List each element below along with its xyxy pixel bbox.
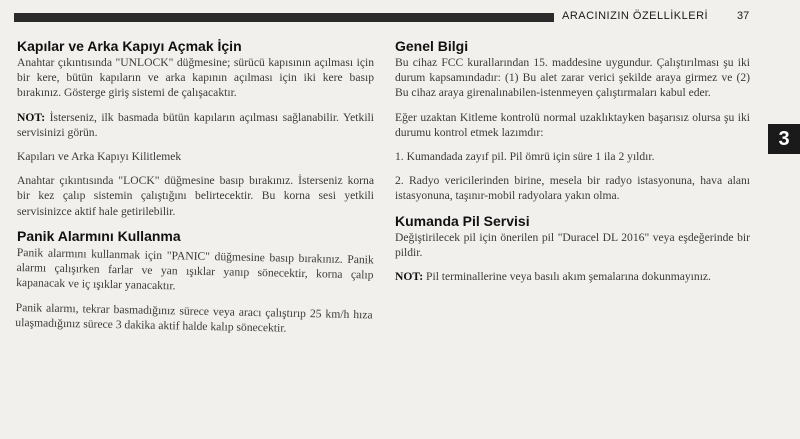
paragraph-check: Eğer uzaktan Kitleme kontrolü normal uzaklıktayken başarısız olursa şu iki durumu kontrol etmek lazımdır: bbox=[395, 110, 750, 139]
note-paragraph-battery bbox=[395, 269, 750, 284]
right-column bbox=[395, 38, 750, 293]
header-rule bbox=[14, 13, 554, 22]
section-heading-general: Genel Bilgi bbox=[395, 38, 469, 54]
note-text: Pil terminallerine veya basılı akım şemalarına dokunmayınız. bbox=[423, 270, 711, 284]
section-heading-battery: Kumanda Pil Servisi bbox=[395, 212, 530, 229]
note-label: NOT: bbox=[395, 270, 424, 284]
paragraph-fcc: Bu cihaz FCC kurallarından 15. maddesine uygundur. Çalıştırılması şu iki durum kapsamındadır: (1) Bu alet zarar verici şekilde araya girmez ve (2) Bu cihaz araya girenalınabilen-istenmeyen çalıştırmaları kabul eder. bbox=[395, 56, 750, 100]
section-heading-doors: Kapılar ve Arka Kapıyı Açmak İçin bbox=[17, 38, 242, 54]
page-number: 37 bbox=[737, 10, 750, 22]
list-item-battery: 1. Kumandada zayıf pil. Pil ömrü için süre 1 ila 2 yıldır. bbox=[395, 150, 655, 164]
note-paragraph-unlock bbox=[17, 110, 374, 140]
paragraph-battery: Değiştirilecek pil için önerilen pil "Duracel DL 2016" veya eşdeğerinde bir pildir. bbox=[395, 230, 750, 259]
subheading-lock: Kapıları ve Arka Kapıyı Kilitlemek bbox=[17, 150, 182, 164]
note-label: NOT: bbox=[17, 110, 46, 124]
left-column bbox=[17, 38, 374, 339]
note-text: İsterseniz, ilk basmada bütün kapıların açılması sağlanabilir. Yetkili servisinizi görün. bbox=[17, 110, 374, 139]
chapter-tab: 3 bbox=[768, 124, 800, 154]
paragraph-panic-1: Panik alarmını kullanmak için "PANIC" düğmesine basıp bırakınız. Panik alarmı çalışırken farlar ve yan ışıklar yanıp sönecektir, korna çalıp kapanacak ve iç ışıklar yanacaktır. bbox=[16, 245, 374, 293]
section-heading-panic: Panik Alarmını Kullanma bbox=[17, 227, 181, 244]
panic-block bbox=[15, 245, 374, 337]
paragraph-panic-2: Panik alarmı, tekrar basmadığınız sürece veya aracı çalıştırıp 25 km/h hıza ulaşmadığınız sürece 3 dakika aktif halde kalıp sönecektir. bbox=[15, 300, 373, 335]
paragraph-unlock: Anahtar çıkıntısında "UNLOCK" düğmesine; sürücü kapısının açılması için bir kere, bütün kapıların ve arka kapının açılması için iki kere basıp bırakınız. Gösterge giriş sistemi de çalışacaktır. bbox=[17, 56, 374, 100]
chapter-title: ARACINIZIN ÖZELLİKLERİ bbox=[562, 10, 709, 22]
paragraph-lock: Anahtar çıkıntısında "LOCK" düğmesine basıp bırakınız. İsterseniz korna bir kez çalıp sistemin çalıştığını belirtecektir. Bu korna sesi yetkili servisinizce aktif hale getirilebilir. bbox=[17, 174, 374, 218]
list-item-radio: 2. Radyo vericilerinden birine, mesela bir radyo istasyonuna, hava alanı istasyonuna, taşınır-mobil radyolara yakın olma. bbox=[395, 174, 750, 203]
